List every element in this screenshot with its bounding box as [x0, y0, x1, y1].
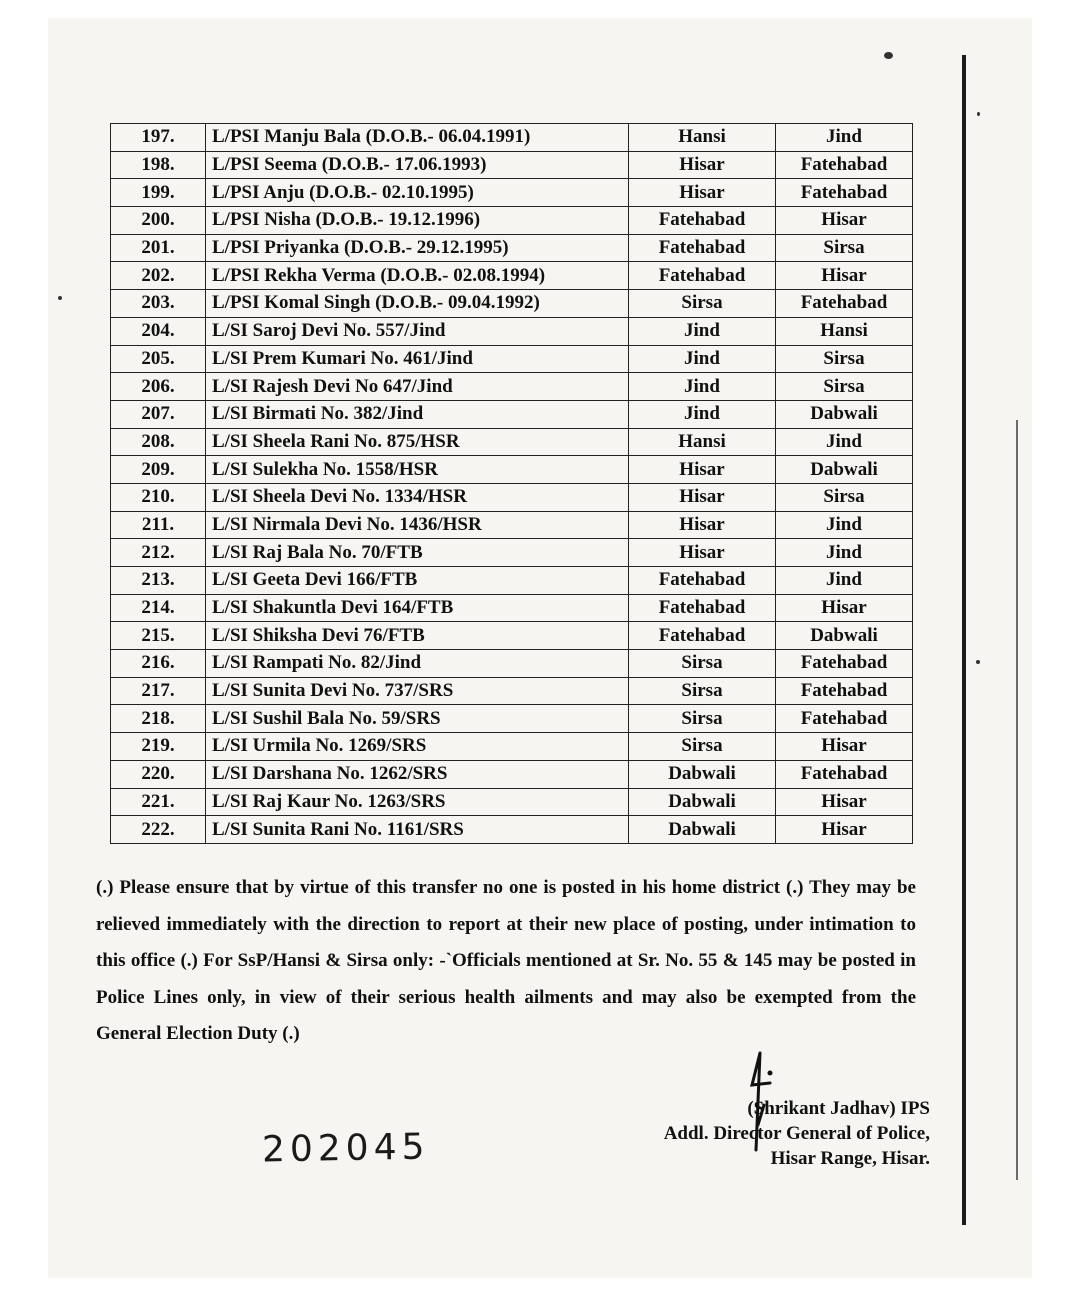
serial-number-cell: 207.	[111, 400, 206, 428]
table-row	[111, 788, 913, 816]
to-district-cell: Sirsa	[776, 234, 913, 262]
official-name-cell: L/SI Sunita Rani No. 1161/SRS	[206, 816, 629, 844]
table-row	[111, 705, 913, 733]
from-district-cell: Hansi	[629, 124, 776, 152]
table-row	[111, 483, 913, 511]
serial-number-cell: 212.	[111, 539, 206, 567]
official-name-cell: L/SI Prem Kumari No. 461/Jind	[206, 345, 629, 373]
to-district-cell: Hisar	[776, 788, 913, 816]
from-district-cell: Hansi	[629, 428, 776, 456]
official-name-cell: L/PSI Anju (D.O.B.- 02.10.1995)	[206, 179, 629, 207]
table-row	[111, 262, 913, 290]
table-row	[111, 234, 913, 262]
to-district-cell: Hisar	[776, 594, 913, 622]
serial-number-cell: 210.	[111, 483, 206, 511]
table-row	[111, 317, 913, 345]
handwritten-number: 202045	[261, 1126, 430, 1171]
official-name-cell: L/PSI Rekha Verma (D.O.B.- 02.08.1994)	[206, 262, 629, 290]
official-name-cell: L/SI Rampati No. 82/Jind	[206, 650, 629, 678]
serial-number-cell: 219.	[111, 733, 206, 761]
to-district-cell: Jind	[776, 539, 913, 567]
from-district-cell: Sirsa	[629, 733, 776, 761]
from-district-cell: Hisar	[629, 511, 776, 539]
signature-block	[600, 1096, 930, 1171]
to-district-cell: Sirsa	[776, 483, 913, 511]
serial-number-cell: 217.	[111, 677, 206, 705]
official-name-cell: L/SI Sulekha No. 1558/HSR	[206, 456, 629, 484]
table-row	[111, 124, 913, 152]
from-district-cell: Jind	[629, 400, 776, 428]
table-row	[111, 567, 913, 595]
table-row	[111, 151, 913, 179]
official-name-cell: L/SI Geeta Devi 166/FTB	[206, 567, 629, 595]
ink-speck	[976, 660, 980, 664]
to-district-cell: Hansi	[776, 317, 913, 345]
official-name-cell: L/PSI Nisha (D.O.B.- 19.12.1996)	[206, 207, 629, 235]
to-district-cell: Dabwali	[776, 622, 913, 650]
official-name-cell: L/PSI Priyanka (D.O.B.- 29.12.1995)	[206, 234, 629, 262]
signatory-office: Hisar Range, Hisar.	[770, 1148, 930, 1169]
from-district-cell: Hisar	[629, 151, 776, 179]
table-row	[111, 511, 913, 539]
ink-speck	[58, 296, 62, 300]
to-district-cell: Dabwali	[776, 400, 913, 428]
official-name-cell: L/SI Darshana No. 1262/SRS	[206, 760, 629, 788]
official-name-cell: L/SI Sunita Devi No. 737/SRS	[206, 677, 629, 705]
transfer-table	[110, 123, 913, 844]
ink-speck	[977, 112, 980, 116]
to-district-cell: Fatehabad	[776, 179, 913, 207]
table-row	[111, 650, 913, 678]
from-district-cell: Dabwali	[629, 760, 776, 788]
serial-number-cell: 206.	[111, 373, 206, 401]
table-row	[111, 816, 913, 844]
to-district-cell: Dabwali	[776, 456, 913, 484]
from-district-cell: Fatehabad	[629, 567, 776, 595]
transfer-instructions: (.) Please ensure that by virtue of this transfer no one is posted in his home district (.) They may be relieved immediately with the direction to report at their new place of posting, under intimation to this office (.) For SsP/Hansi & Sirsa only: -`Officials mentioned at Sr. No. 55 & 145 may be posted in Police Lines only, in view of their serious health ailments and may also be exempted from the General Election Duty (.)	[96, 877, 916, 1044]
official-name-cell: L/SI Raj Bala No. 70/FTB	[206, 539, 629, 567]
from-district-cell: Hisar	[629, 456, 776, 484]
serial-number-cell: 198.	[111, 151, 206, 179]
to-district-cell: Fatehabad	[776, 705, 913, 733]
from-district-cell: Jind	[629, 345, 776, 373]
to-district-cell: Jind	[776, 124, 913, 152]
signatory-designation: Addl. Director General of Police,	[663, 1123, 930, 1144]
from-district-cell: Hisar	[629, 179, 776, 207]
table-row	[111, 760, 913, 788]
table-row	[111, 400, 913, 428]
serial-number-cell: 199.	[111, 179, 206, 207]
table-row	[111, 456, 913, 484]
table-row	[111, 622, 913, 650]
to-district-cell: Fatehabad	[776, 650, 913, 678]
from-district-cell: Hisar	[629, 483, 776, 511]
table-row	[111, 733, 913, 761]
to-district-cell: Fatehabad	[776, 290, 913, 318]
page-edge-line-faint	[1016, 420, 1018, 1180]
official-name-cell: L/SI Raj Kaur No. 1263/SRS	[206, 788, 629, 816]
table-row	[111, 290, 913, 318]
serial-number-cell: 203.	[111, 290, 206, 318]
official-name-cell: L/SI Shakuntla Devi 164/FTB	[206, 594, 629, 622]
official-name-cell: L/SI Sushil Bala No. 59/SRS	[206, 705, 629, 733]
table-row	[111, 373, 913, 401]
official-name-cell: L/PSI Komal Singh (D.O.B.- 09.04.1992)	[206, 290, 629, 318]
table-row	[111, 677, 913, 705]
official-name-cell: L/SI Shiksha Devi 76/FTB	[206, 622, 629, 650]
serial-number-cell: 197.	[111, 124, 206, 152]
table-row	[111, 179, 913, 207]
from-district-cell: Fatehabad	[629, 594, 776, 622]
serial-number-cell: 205.	[111, 345, 206, 373]
to-district-cell: Fatehabad	[776, 760, 913, 788]
from-district-cell: Hisar	[629, 539, 776, 567]
to-district-cell: Hisar	[776, 262, 913, 290]
to-district-cell: Fatehabad	[776, 677, 913, 705]
table-row	[111, 428, 913, 456]
table-row	[111, 345, 913, 373]
official-name-cell: L/SI Birmati No. 382/Jind	[206, 400, 629, 428]
from-district-cell: Sirsa	[629, 650, 776, 678]
to-district-cell: Hisar	[776, 733, 913, 761]
serial-number-cell: 214.	[111, 594, 206, 622]
from-district-cell: Sirsa	[629, 290, 776, 318]
table-row	[111, 539, 913, 567]
from-district-cell: Dabwali	[629, 788, 776, 816]
to-district-cell: Sirsa	[776, 373, 913, 401]
serial-number-cell: 211.	[111, 511, 206, 539]
to-district-cell: Hisar	[776, 816, 913, 844]
to-district-cell: Jind	[776, 428, 913, 456]
from-district-cell: Fatehabad	[629, 262, 776, 290]
official-name-cell: L/SI Nirmala Devi No. 1436/HSR	[206, 511, 629, 539]
official-name-cell: L/SI Saroj Devi No. 557/Jind	[206, 317, 629, 345]
from-district-cell: Jind	[629, 317, 776, 345]
serial-number-cell: 221.	[111, 788, 206, 816]
table-row	[111, 594, 913, 622]
serial-number-cell: 204.	[111, 317, 206, 345]
from-district-cell: Dabwali	[629, 816, 776, 844]
serial-number-cell: 213.	[111, 567, 206, 595]
from-district-cell: Fatehabad	[629, 207, 776, 235]
serial-number-cell: 201.	[111, 234, 206, 262]
from-district-cell: Sirsa	[629, 705, 776, 733]
serial-number-cell: 202.	[111, 262, 206, 290]
to-district-cell: Hisar	[776, 207, 913, 235]
serial-number-cell: 218.	[111, 705, 206, 733]
ink-speck	[884, 52, 893, 59]
to-district-cell: Jind	[776, 511, 913, 539]
from-district-cell: Fatehabad	[629, 622, 776, 650]
to-district-cell: Sirsa	[776, 345, 913, 373]
serial-number-cell: 208.	[111, 428, 206, 456]
from-district-cell: Sirsa	[629, 677, 776, 705]
official-name-cell: L/PSI Manju Bala (D.O.B.- 06.04.1991)	[206, 124, 629, 152]
official-name-cell: L/PSI Seema (D.O.B.- 17.06.1993)	[206, 151, 629, 179]
serial-number-cell: 209.	[111, 456, 206, 484]
serial-number-cell: 215.	[111, 622, 206, 650]
serial-number-cell: 222.	[111, 816, 206, 844]
from-district-cell: Jind	[629, 373, 776, 401]
official-name-cell: L/SI Sheela Rani No. 875/HSR	[206, 428, 629, 456]
from-district-cell: Fatehabad	[629, 234, 776, 262]
official-name-cell: L/SI Rajesh Devi No 647/Jind	[206, 373, 629, 401]
signatory-name: (Shrikant Jadhav) IPS	[747, 1098, 930, 1119]
to-district-cell: Fatehabad	[776, 151, 913, 179]
official-name-cell: L/SI Urmila No. 1269/SRS	[206, 733, 629, 761]
table-row	[111, 207, 913, 235]
official-name-cell: L/SI Sheela Devi No. 1334/HSR	[206, 483, 629, 511]
page-edge-line	[962, 55, 966, 1225]
to-district-cell: Jind	[776, 567, 913, 595]
serial-number-cell: 220.	[111, 760, 206, 788]
serial-number-cell: 216.	[111, 650, 206, 678]
serial-number-cell: 200.	[111, 207, 206, 235]
